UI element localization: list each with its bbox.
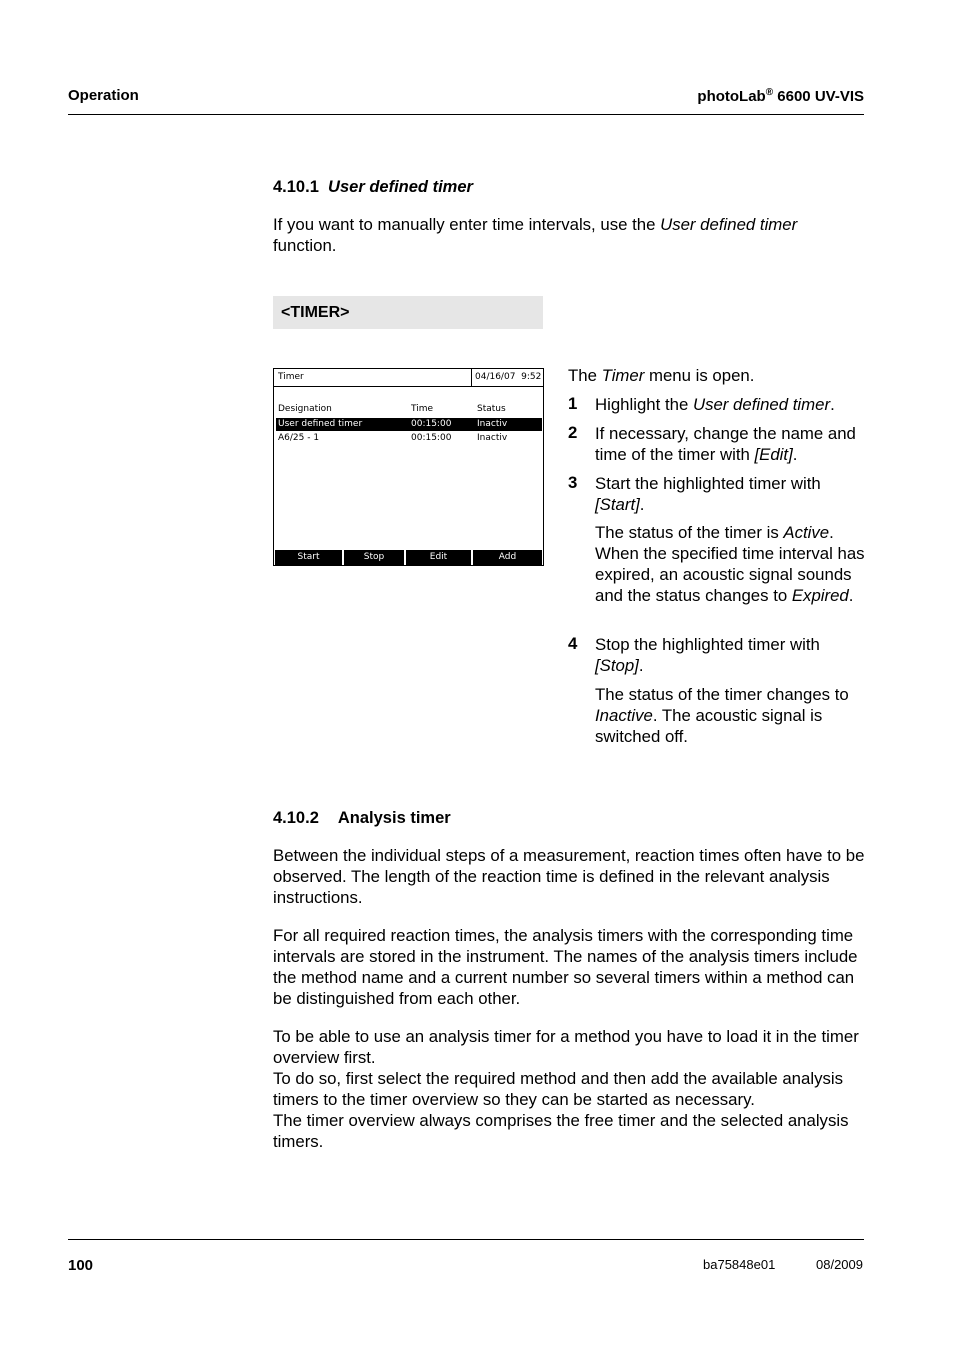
table-row-selected[interactable]: User defined timer 00:15:00 Inactiv bbox=[276, 418, 542, 431]
table-row[interactable]: A6/25 - 1 00:15:00 Inactiv bbox=[278, 433, 508, 443]
step-1: 1 Highlight the User defined timer. bbox=[568, 394, 835, 414]
header-product-name: photoLab® 6600 UV-VIS bbox=[697, 87, 864, 105]
document-id: ba75848e01 bbox=[703, 1257, 776, 1272]
section2-paragraph-3: To be able to use an analysis timer for a method you have to load it in the timer overview first. To do so, first select the required method and then add the available analysis timers to the timer overview so they can be started as necessary. The timer overview always comprises the free timer and the selected analysis timers. bbox=[273, 1027, 859, 1151]
key-label-box bbox=[273, 296, 543, 329]
key-label: <TIMER> bbox=[281, 304, 350, 321]
start-softkey[interactable]: Start bbox=[275, 550, 342, 565]
footer-rule bbox=[68, 1239, 864, 1240]
step-4: 4 Stop the highlighted timer with [Stop]. bbox=[568, 634, 820, 675]
col-header-time: Time bbox=[411, 404, 434, 414]
document-date: 08/2009 bbox=[816, 1257, 863, 1272]
page-number: 100 bbox=[68, 1257, 94, 1274]
section2-paragraph-2: For all required reaction times, the analysis timers with the corresponding time intervals are stored in the instrument. The names of the analysis timers include the method name and a current number so several timers within a method can be distinguished from each other. bbox=[273, 926, 858, 1008]
screen-datetime: 04/16/07 9:52 bbox=[475, 372, 542, 382]
step-4-note: The status of the timer changes to Inactive. The acoustic signal is switched off. bbox=[595, 685, 849, 746]
col-header-designation: Designation bbox=[278, 404, 332, 414]
header-section-title: Operation bbox=[68, 87, 139, 104]
add-softkey[interactable]: Add bbox=[473, 550, 542, 565]
instructions-lead: The Timer menu is open. bbox=[568, 366, 755, 385]
stop-softkey[interactable]: Stop bbox=[344, 550, 404, 565]
step-2: 2 If necessary, change the name and time of the timer with [Edit]. bbox=[568, 423, 856, 464]
screen-datetime-box bbox=[471, 369, 543, 386]
section-heading-4-10-1: 4.10.1 User defined timer bbox=[273, 178, 473, 196]
col-header-status: Status bbox=[477, 404, 506, 414]
section2-paragraph-1: Between the individual steps of a measurement, reaction times often have to be observed. The length of the reaction time is defined in the relevant analysis instructions. bbox=[273, 846, 865, 907]
step-3-note: The status of the timer is Active. When the specified time interval has expired, an acoustic signal sounds and the status changes to Expired. bbox=[595, 523, 865, 605]
screen-title: Timer bbox=[278, 372, 304, 382]
section1-intro: If you want to manually enter time intervals, use the User defined timer function. bbox=[273, 215, 798, 255]
timer-screen bbox=[273, 368, 544, 566]
screen-title-bar bbox=[274, 369, 543, 387]
softkey-bar bbox=[274, 550, 543, 565]
header-rule bbox=[68, 114, 864, 115]
step-3: 3 Start the highlighted timer with [Start]. bbox=[568, 473, 821, 514]
section-heading-4-10-2: 4.10.2 Analysis timer bbox=[273, 809, 451, 827]
edit-softkey[interactable]: Edit bbox=[406, 550, 471, 565]
